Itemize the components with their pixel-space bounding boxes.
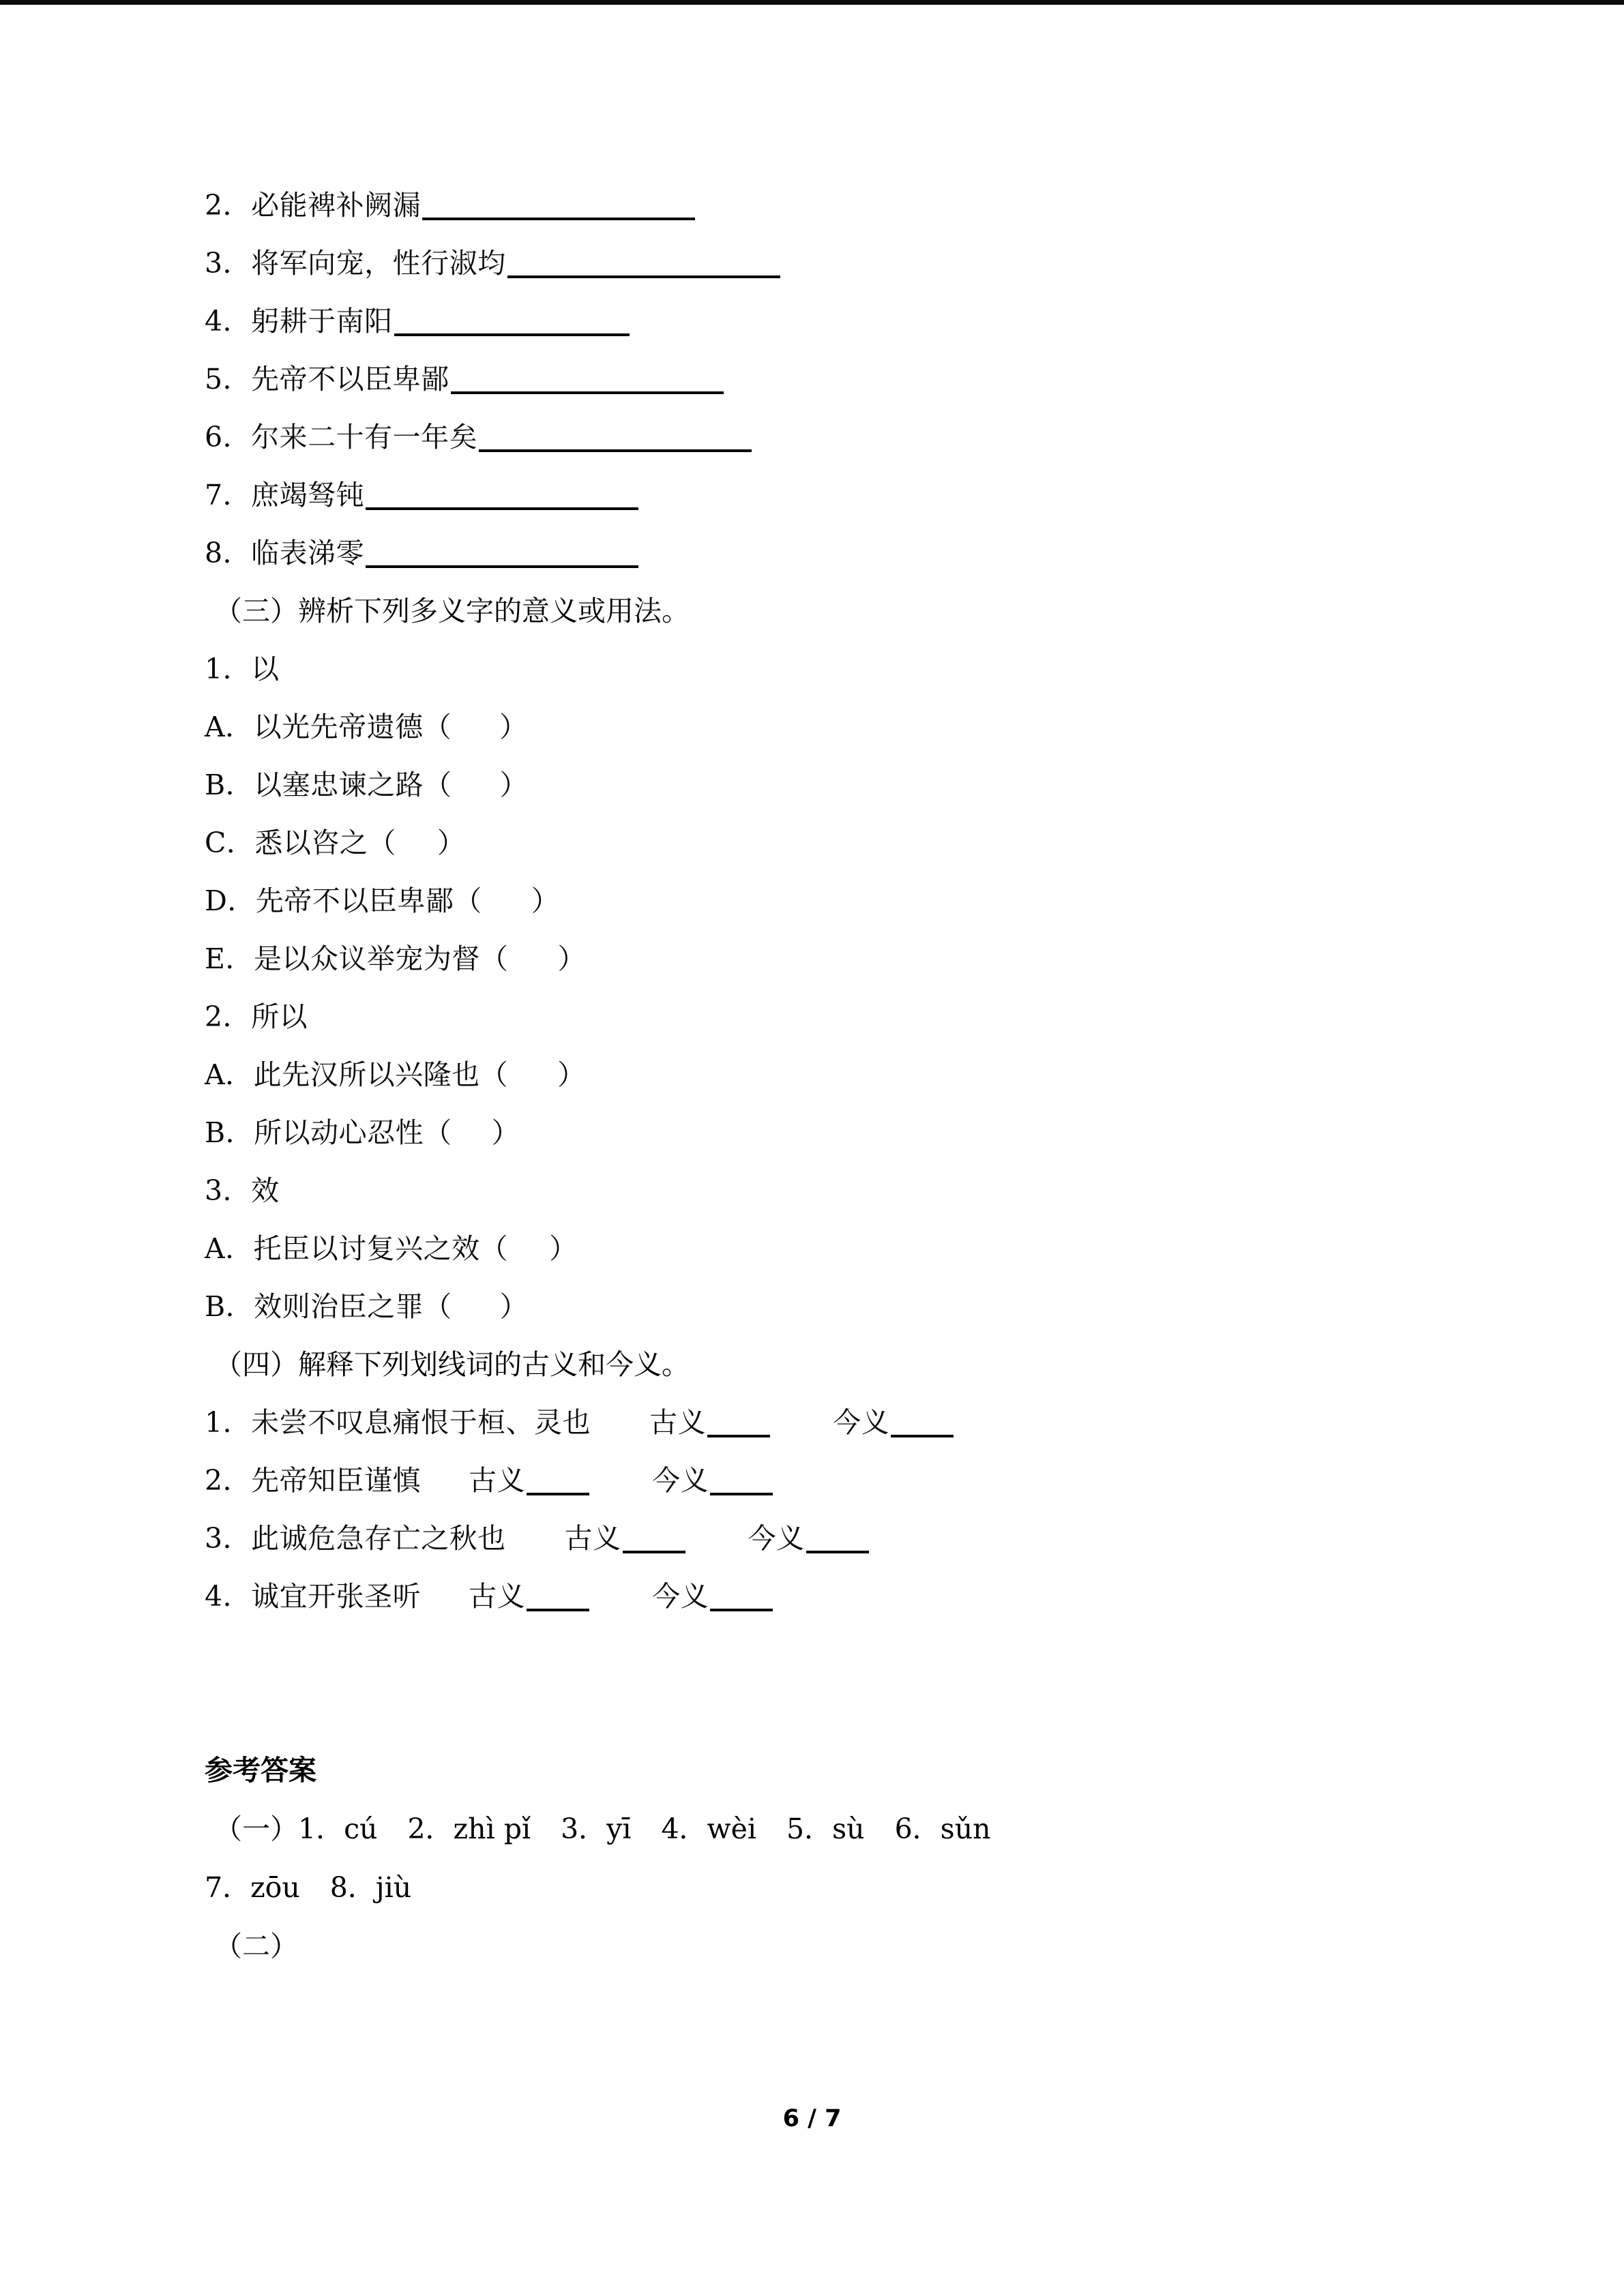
option-paren-close: ）: [557, 942, 586, 975]
option-label: C．: [205, 826, 255, 859]
answer-blank: [891, 1410, 954, 1437]
option-text: 悉以咨之（: [254, 826, 396, 859]
item-text: 尔来二十有一年矣: [251, 421, 478, 453]
answer-blank: [451, 367, 724, 394]
option-text: 先帝不以臣卑鄙（: [255, 884, 482, 917]
section-four-heading: （四）解释下列划线词的古义和今义。: [214, 1348, 690, 1381]
item-number: 4．: [205, 1580, 252, 1613]
option-label: B．: [205, 1116, 254, 1149]
multi-meaning-option: [205, 698, 1446, 756]
item-number: 2．: [205, 1464, 252, 1497]
answer-item: 5．sù: [786, 1813, 865, 1845]
page-footer: 6 / 7: [782, 2105, 842, 2132]
item-number: 5．: [205, 363, 252, 396]
option-paren-close: ）: [557, 1058, 586, 1091]
item-text: 必能裨补阙漏: [251, 189, 422, 222]
answer-blank: [422, 193, 695, 220]
option-label: A．: [205, 711, 254, 743]
old-new-meaning-row: [205, 1394, 1446, 1452]
item-text: 先帝不以臣卑鄙: [251, 363, 449, 396]
item-text: 此诚危急存亡之秋也: [251, 1522, 506, 1555]
answer-blank: [394, 309, 630, 336]
answer-blank: [710, 1468, 773, 1495]
section-spacer: [205, 1626, 1446, 1742]
fill-in-row: [205, 408, 1446, 466]
item-number: 2．: [205, 189, 252, 222]
option-paren-close: ）: [437, 826, 466, 859]
old-new-meaning-row: [205, 1452, 1446, 1510]
option-paren-close: ）: [531, 884, 560, 917]
answer-blank: [507, 251, 780, 278]
multi-meaning-option: [205, 1278, 1446, 1336]
section-four-items: [205, 1394, 1446, 1626]
item-text: 未尝不叹息痛恨于桓、灵也: [251, 1406, 591, 1439]
option-label: A．: [205, 1232, 254, 1265]
multi-meaning-option: [205, 814, 1446, 872]
answers-group-one-row-2: [205, 1858, 1446, 1917]
section-three-heading: （三）辨析下列多义字的意义或用法。: [214, 595, 690, 627]
answer-item: 4．wèi: [661, 1813, 757, 1845]
option-label: B．: [205, 769, 254, 801]
old-new-meaning-row: [205, 1568, 1446, 1626]
item-number: 3．: [205, 1522, 252, 1555]
answers-title: 参考答案: [205, 1754, 316, 1787]
multi-meaning-group-title: [205, 640, 1446, 698]
answer-item: 7．zōu: [205, 1871, 300, 1904]
option-paren-close: ）: [499, 711, 528, 743]
answer-item: 8．jiù: [329, 1871, 412, 1904]
multi-meaning-option: [205, 872, 1446, 930]
answers-group-one-row: [205, 1800, 1446, 1858]
item-number: 4．: [205, 305, 252, 338]
option-text: 以光先帝遗德（: [253, 711, 452, 743]
option-label: D．: [205, 884, 256, 917]
group-word: 效: [251, 1174, 280, 1207]
option-paren-close: ）: [499, 1290, 529, 1323]
modern-meaning-label: 今义: [833, 1406, 890, 1439]
modern-meaning-label: 今义: [652, 1464, 709, 1497]
answer-blank: [710, 1584, 773, 1611]
ancient-meaning-label: 古义: [564, 1522, 621, 1555]
answer-blank: [707, 1410, 770, 1437]
item-number: 6．: [205, 421, 252, 453]
item-text: 躬耕于南阳: [251, 305, 393, 338]
fill-in-row: [205, 524, 1446, 582]
multi-meaning-option: [205, 1220, 1446, 1278]
option-text: 此先汉所以兴隆也（: [253, 1058, 509, 1091]
fill-in-row: [205, 177, 1446, 235]
item-number: 8．: [205, 537, 252, 569]
multi-meaning-group-title: [205, 1162, 1446, 1220]
section-three-groups: [205, 640, 1446, 1336]
answers-group-two-row: [205, 1917, 1446, 1976]
group-word: 所以: [251, 1000, 308, 1033]
answer-blank: [366, 541, 638, 568]
answers-group-one-prefix: （一）: [214, 1813, 298, 1845]
ancient-meaning-label: 古义: [469, 1580, 526, 1613]
old-new-meaning-row: [205, 1510, 1446, 1568]
answer-item: 1．cú: [298, 1813, 378, 1845]
option-text: 是以众议举宠为督（: [253, 942, 509, 975]
group-word: 以: [251, 653, 280, 685]
multi-meaning-group-title: [205, 988, 1446, 1046]
option-label: A．: [205, 1058, 254, 1091]
modern-meaning-label: 今义: [748, 1522, 805, 1555]
group-number: 3．: [205, 1174, 252, 1207]
group-number: 1．: [205, 653, 252, 685]
fill-in-row: [205, 466, 1446, 524]
fill-in-row: [205, 351, 1446, 408]
answer-item: 3．yī: [561, 1813, 632, 1845]
item-text: 将军向宠，性行淑均: [251, 247, 506, 280]
option-text: 效则治臣之罪（: [254, 1290, 452, 1323]
answer-blank: [366, 483, 638, 510]
item-number: 3．: [205, 247, 252, 280]
item-number: 7．: [205, 479, 252, 511]
group-number: 2．: [205, 1000, 252, 1033]
option-text: 托臣以讨复兴之效（: [253, 1232, 509, 1265]
multi-meaning-option: [205, 1104, 1446, 1162]
option-text: 所以动心忍性（: [254, 1116, 452, 1149]
multi-meaning-option: [205, 1046, 1446, 1104]
fill-in-blank-list: [205, 177, 1446, 582]
item-text: 庶竭驽钝: [251, 479, 365, 511]
ancient-meaning-label: 古义: [649, 1406, 707, 1439]
option-label: E．: [205, 942, 254, 975]
multi-meaning-option: [205, 930, 1446, 988]
answer-blank: [479, 425, 752, 452]
modern-meaning-label: 今义: [652, 1580, 709, 1613]
option-paren-close: ）: [499, 769, 529, 801]
ancient-meaning-label: 古义: [469, 1464, 526, 1497]
answers-group-two-prefix: （二）: [214, 1930, 298, 1963]
answer-item: 6．sǔn: [894, 1813, 991, 1845]
option-text: 以塞忠谏之路（: [254, 769, 452, 801]
answer-blank: [623, 1526, 685, 1553]
option-paren-close: ）: [549, 1232, 578, 1265]
answers-body: [205, 1800, 1446, 1976]
answer-item: 2．zhì pǐ: [407, 1813, 531, 1845]
answer-blank: [806, 1526, 869, 1553]
item-number: 1．: [205, 1406, 252, 1439]
multi-meaning-option: [205, 756, 1446, 814]
item-text: 先帝知臣谨慎: [251, 1464, 422, 1497]
fill-in-row: [205, 293, 1446, 351]
item-text: 临表涕零: [251, 537, 365, 569]
answer-blank: [527, 1584, 589, 1611]
option-paren-close: ）: [491, 1116, 520, 1149]
page-content: [205, 177, 1446, 1976]
fill-in-row: [205, 235, 1446, 293]
answer-blank: [527, 1468, 589, 1495]
option-label: B．: [205, 1290, 254, 1323]
item-text: 诚宜开张圣听: [251, 1580, 422, 1613]
